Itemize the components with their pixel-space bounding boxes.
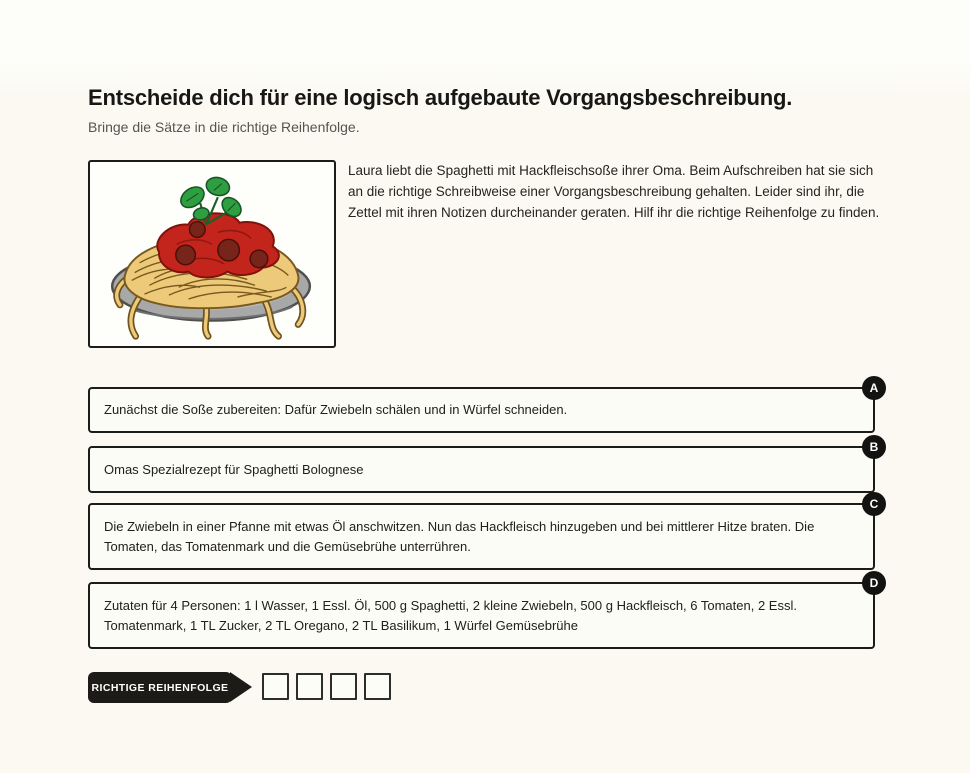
sentence-card-b-text: Omas Spezialrezept für Spaghetti Bolognese <box>104 461 364 477</box>
answer-slots <box>262 673 391 700</box>
card-label-badge-c: C <box>862 492 886 516</box>
sentence-card-b[interactable] <box>88 440 879 493</box>
card-label-badge-d: D <box>862 571 886 595</box>
answer-slot-4[interactable] <box>364 673 391 700</box>
answer-slot-3[interactable] <box>330 673 357 700</box>
sentence-card-d[interactable] <box>88 576 879 649</box>
page-subtitle: Bringe die Sätze in die richtige Reihenfolge. <box>88 119 360 135</box>
spaghetti-plate-image <box>90 162 334 346</box>
answer-slot-2[interactable] <box>296 673 323 700</box>
card-label-badge-b: B <box>862 435 886 459</box>
sentence-card-c-text: Die Zwiebeln in einer Pfanne mit etwas Öl anschwitzen. Nun das Hackfleisch hinzugeben und bei mittlerer Hitze braten. Die Tomaten, das Tomatenmark und die Gemüsebrühe unterrühren. <box>104 518 815 554</box>
sentence-card-a[interactable] <box>88 381 879 433</box>
card-label-badge-a: A <box>862 376 886 400</box>
intro-text: Laura liebt die Spaghetti mit Hackfleischsoße ihrer Oma. Beim Aufschreiben hat sie sich an die richtige Schreibweise einer Vorgangsbeschreibung gehalten. Leider sind ihr, die Zettel mit ihren Notizen durcheinander geraten. Hilf ihr die richtige Reihenfolge zu finden. <box>348 163 880 220</box>
sentence-card-c[interactable] <box>88 497 879 570</box>
answer-slot-1[interactable] <box>262 673 289 700</box>
sentence-card-a-text: Zunächst die Soße zubereiten: Dafür Zwiebeln schälen und in Würfel schneiden. <box>104 402 568 417</box>
correct-order-label: RICHTIGE REIHENFOLGE <box>88 672 232 703</box>
sentence-card-d-text: Zutaten für 4 Personen: 1 l Wasser, 1 Essl. Öl, 500 g Spaghetti, 2 kleine Zwiebeln, 500 g Hackfleisch, 6 Tomaten, 2 Essl. Tomatenmark, 1 TL Zucker, 2 TL Oregano, 2 TL Basilikum, 1 Würfel Gemüsebrühe <box>104 597 797 633</box>
arrow-tip-icon <box>230 672 252 702</box>
spaghetti-illustration <box>88 160 336 348</box>
page-title: Entscheide dich für eine logisch aufgebaute Vorgangsbeschreibung. <box>88 85 793 110</box>
